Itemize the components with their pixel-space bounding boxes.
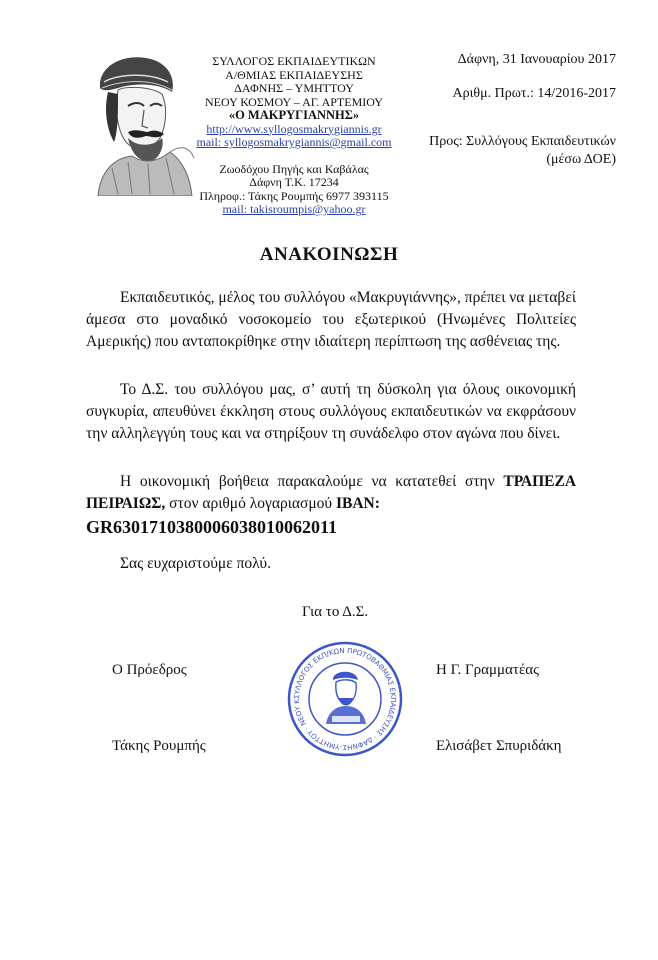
address-city: Δάφνη Τ.Κ. 17234 [249, 175, 339, 189]
stamp-ring-text: ΣΥΛΛΟΓΟΣ ΕΚΠ/ΚΩΝ ΠΡΩΤΟΒΑΘΜΙΑΣ ΕΚΠΑΙΔΕΥΣΗΣ · ΔΑΦΝΗΣ-ΥΜΗΤΤΟΥ · ΝΕΟΥ Κ [292, 646, 398, 752]
official-stamp [286, 640, 404, 758]
thanks-line: Σας ευχαριστούμε πολύ. [120, 555, 271, 572]
paragraph-3-start: Η οικονομική βοήθεια παρακαλούμε να κατατεθεί στην [120, 473, 495, 490]
protocol-number: Αριθμ. Πρωτ.: 14/2016-2017 [452, 86, 616, 101]
president-name: Τάκης Ρουμπής [112, 738, 206, 754]
date: Δάφνη, 31 Ιανουαρίου 2017 [457, 52, 616, 67]
contact-info: Πληροφ.: Τάκης Ρουμπής 6977 393115 [199, 188, 389, 203]
bank-name: ΤΡΑΠΕΖΑ ΠΕΙΡΑΙΩΣ, [86, 473, 577, 512]
org-name: «Ο ΜΑΚΡΥΓΙΑΝΝΗΣ» [228, 108, 360, 122]
recipient: Προς: Συλλόγους Εκπαιδευτικών [429, 134, 616, 149]
paragraph-3-mid: στον αριθμό λογαριασμού [169, 495, 333, 512]
document-title: ΑΝΑΚΟΙΝΩΣΗ [259, 244, 399, 265]
iban-number: GR6301710380006038010062011 [86, 517, 338, 537]
org-header [188, 55, 400, 217]
paragraph-3 [86, 471, 576, 515]
org-line: ΝΕΟΥ ΚΟΣΜΟΥ – ΑΓ. ΑΡΤΕΜΙΟΥ [205, 94, 383, 109]
email-link[interactable]: mail: syllogosmakrygiannis@gmail.com [196, 135, 392, 149]
for-board: Για το Δ.Σ. [302, 604, 369, 620]
iban-label: IBAN: [335, 495, 380, 512]
secretary-title: Η Γ. Γραμματέας [436, 662, 540, 678]
contact-email-link[interactable]: mail: takisroumpis@yahoo.gr [222, 202, 366, 216]
org-line: ΔΑΦΝΗΣ – ΥΜΗΤΤΟΥ [234, 81, 354, 95]
paragraph-1: Εκπαιδευτικός, μέλος του συλλόγου «Μακρυγιάννης», πρέπει να μεταβεί άμεσα στο μοναδικό νοσοκομείο του εξωτερικού (Ηνωμένες Πολιτείες Αμερικής) που ανταποκρίθηκε στην ιδιαίτερη περίπτωση της ασθένειας της. [86, 289, 576, 350]
org-line: Α/ΘΜΙΑΣ ΕΚΠΑΙΔΕΥΣΗΣ [225, 67, 363, 82]
recipient-via: (μέσω ΔΟΕ) [546, 152, 616, 167]
org-line: ΣΥΛΛΟΓΟΣ ΕΚΠΑΙΔΕΥΤΙΚΩΝ [212, 54, 376, 68]
website-link[interactable]: http://www.syllogosmakrygiannis.gr [206, 121, 382, 136]
address-street: Ζωοδόχου Πηγής και Καβάλας [219, 161, 369, 176]
portrait-image [78, 48, 198, 196]
paragraph-2: Το Δ.Σ. του συλλόγου μας, σ’ αυτή τη δύσκολη για όλους οικονομική συγκυρία, απευθύνει έκκληση στους συλλόγους εκπαιδευτικών να εκφράσουν την αλληλεγγύη τους και να στηρίξουν τη συνάδελφο στον αγώνα που δίνει. [86, 381, 576, 442]
secretary-name: Ελισάβετ Σπυριδάκη [436, 738, 562, 754]
president-title: Ο Πρόεδρος [112, 662, 187, 678]
